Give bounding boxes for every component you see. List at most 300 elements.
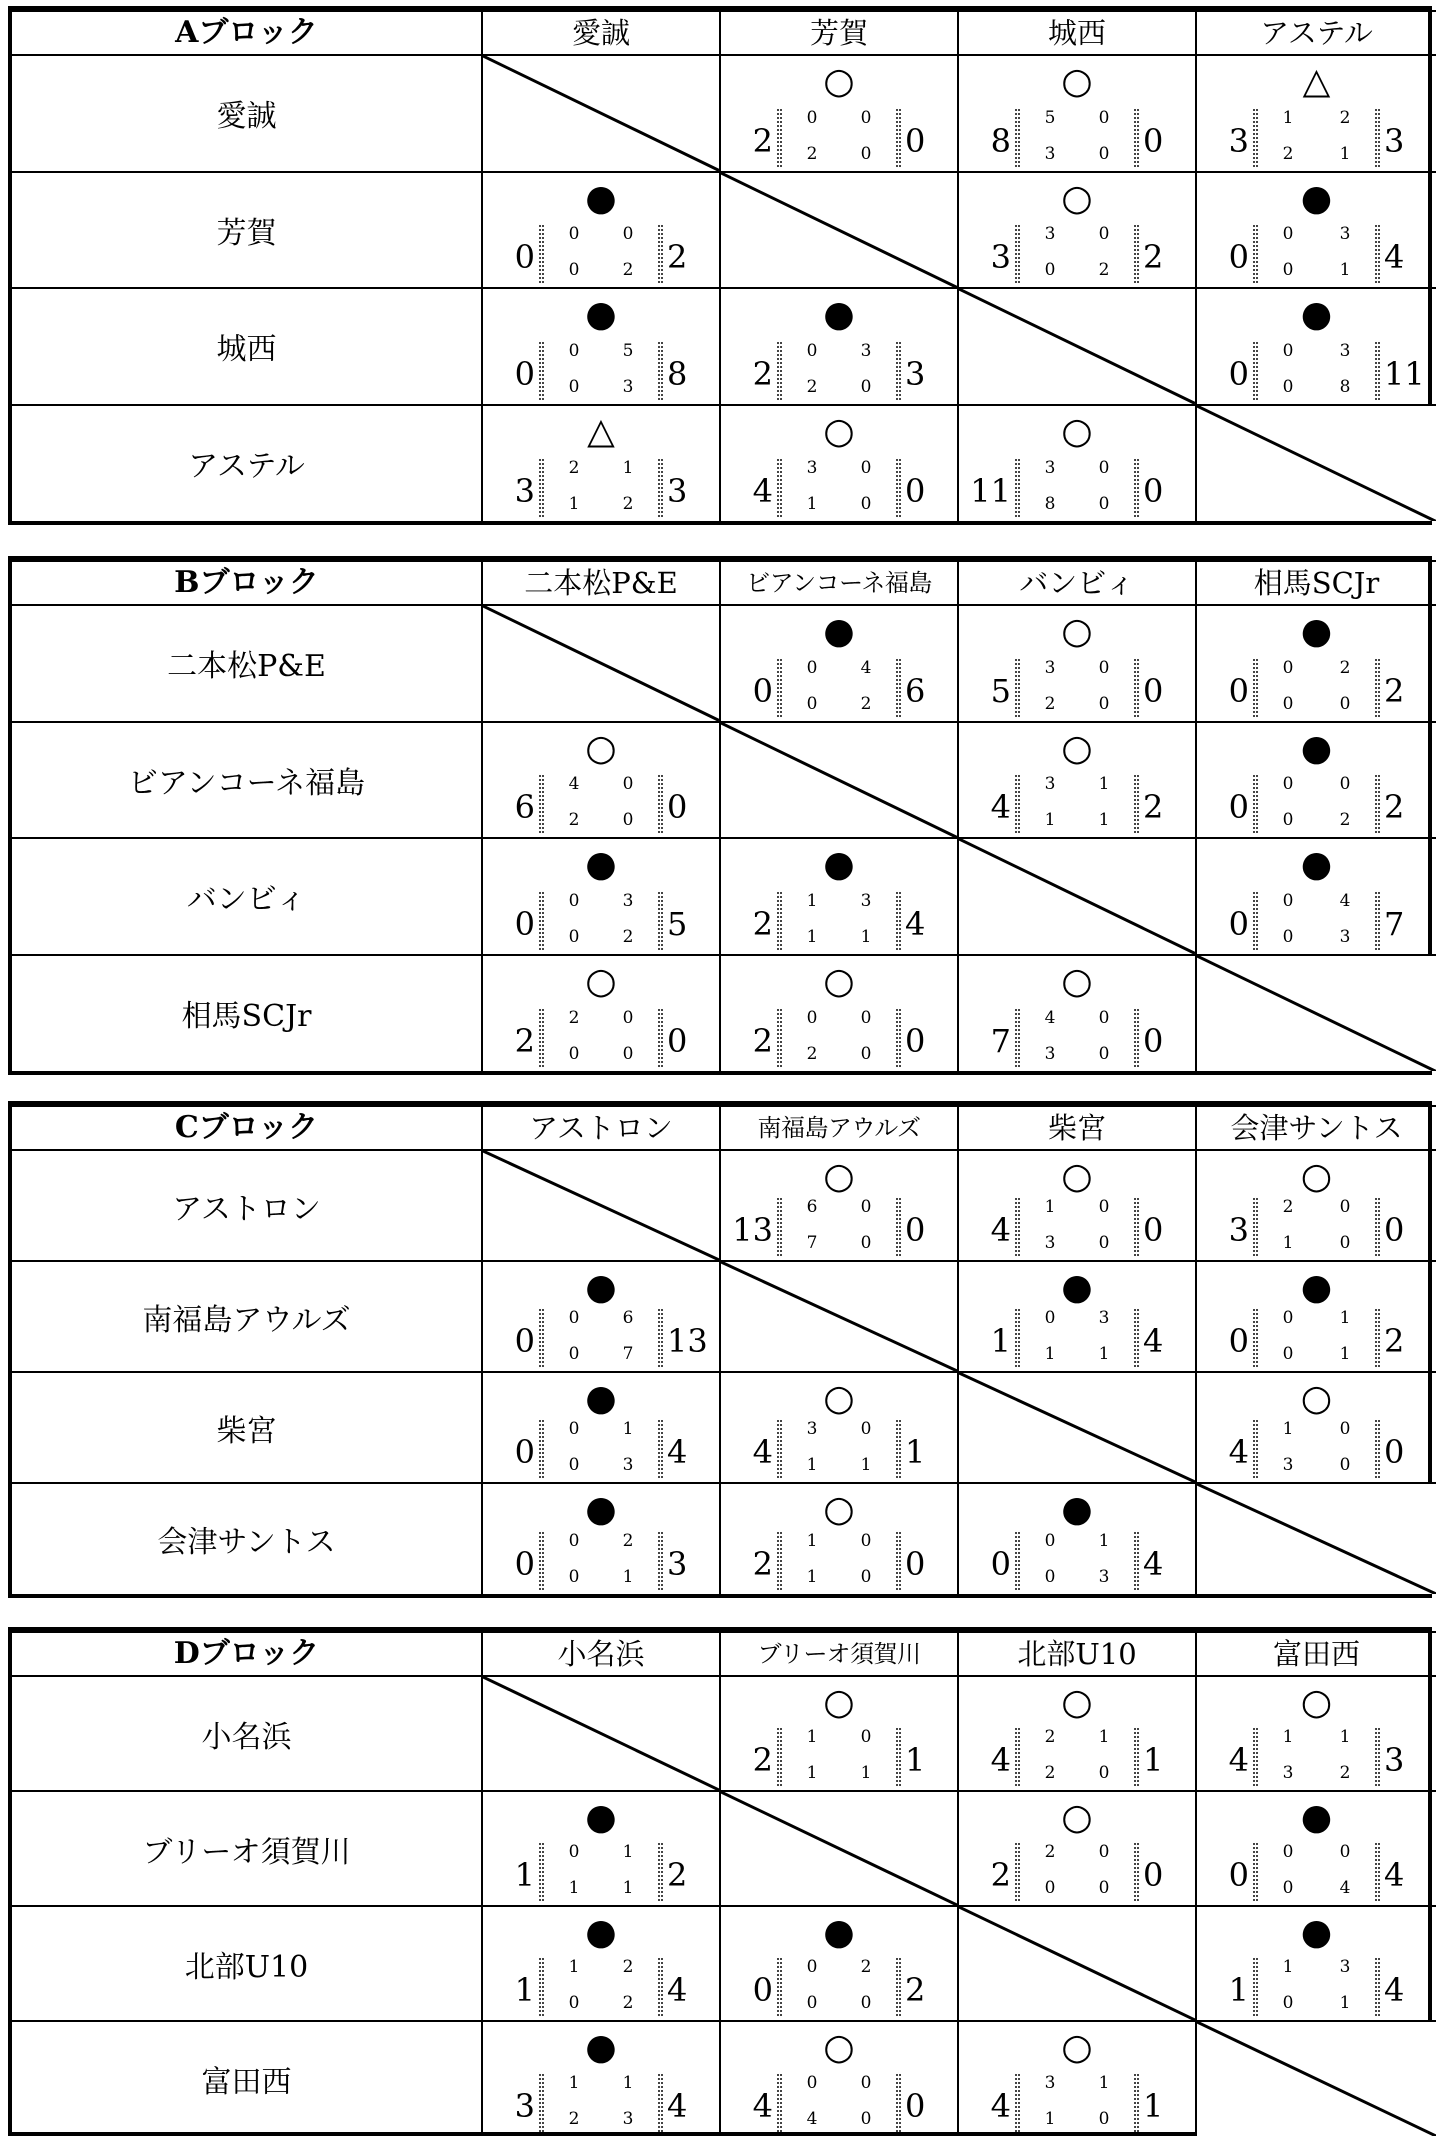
second-half-opponent: 1 [1339, 260, 1351, 281]
first-half-own: 1 [1282, 1727, 1294, 1747]
second-half-opponent: 2 [1339, 810, 1351, 831]
diagonal-cell [1196, 2021, 1436, 2136]
first-half-opponent: 0 [1098, 657, 1110, 678]
score-own: 0 [1228, 671, 1249, 710]
standings-table [12, 1631, 1436, 2136]
score-divider [1015, 1009, 1020, 1067]
score-divider [539, 1009, 544, 1067]
block-d [8, 1627, 1432, 2136]
score-divider [1375, 1309, 1380, 1367]
match-result-cell [482, 1906, 720, 2021]
result-mark: ○ [1061, 410, 1093, 452]
first-half-own: 3 [1044, 224, 1056, 245]
first-half-own: 1 [806, 890, 818, 911]
score-divider [1134, 1728, 1139, 1786]
score-opponent: 1 [1143, 1741, 1164, 1779]
score-divider [1015, 1198, 1020, 1256]
result-mark: ● [823, 844, 855, 886]
first-half-own: 0 [1282, 340, 1294, 361]
score-own: 1 [1228, 1971, 1249, 2009]
score-divider [1375, 892, 1380, 950]
score-opponent: 0 [1384, 1433, 1405, 1472]
first-half-opponent: 1 [622, 1419, 634, 1440]
match-result-cell [958, 605, 1196, 721]
result-mark: ○ [1300, 1378, 1333, 1420]
score-opponent: 5 [667, 904, 688, 943]
score-divider [1134, 775, 1139, 833]
score-divider [1015, 1843, 1020, 1901]
diagonal-cell [720, 1261, 958, 1372]
first-half-own: 0 [568, 1842, 580, 1862]
second-half-opponent: 1 [860, 926, 872, 947]
match-result-cell [720, 55, 958, 171]
score-own: 3 [1228, 121, 1249, 160]
first-half-own: 0 [806, 340, 818, 361]
score-divider [1015, 775, 1020, 833]
second-half-own: 0 [568, 1344, 580, 1365]
second-half-opponent: 7 [622, 1344, 634, 1365]
header-row [12, 11, 1436, 55]
result-mark: ○ [1061, 1797, 1093, 1838]
score-opponent: 0 [1143, 121, 1164, 160]
score-divider [658, 2074, 663, 2132]
score-divider [1375, 659, 1380, 717]
first-half-opponent: 3 [1339, 340, 1351, 361]
second-half-own: 3 [1044, 1044, 1056, 1064]
match-result-cell [1196, 1261, 1436, 1372]
score-divider [777, 1420, 782, 1478]
score-opponent: 4 [1384, 1971, 1405, 2009]
score-opponent: 4 [667, 2087, 688, 2125]
second-half-own: 0 [568, 1567, 580, 1587]
score-opponent: 0 [905, 2087, 926, 2125]
score-own: 3 [514, 472, 535, 510]
second-half-own: 0 [568, 1044, 580, 1064]
score-own: 0 [752, 671, 773, 710]
second-half-own: 0 [806, 693, 818, 714]
second-half-own: 0 [568, 1455, 580, 1476]
score-divider [777, 892, 782, 950]
first-half-opponent: 0 [622, 1008, 634, 1028]
score-divider [539, 459, 544, 517]
first-half-own: 0 [568, 890, 580, 911]
first-half-own: 2 [1282, 1197, 1294, 1218]
result-mark: ● [1061, 1489, 1093, 1531]
match-result-cell [720, 2021, 958, 2136]
row-team-name: 二本松P&E [12, 605, 482, 721]
match-result-cell [720, 838, 958, 954]
score-divider [1015, 459, 1020, 517]
second-half-own: 0 [1282, 926, 1294, 947]
score-own: 0 [514, 1545, 535, 1583]
second-half-opponent: 1 [1339, 1993, 1351, 2013]
first-half-opponent: 2 [1339, 657, 1351, 678]
second-half-own: 1 [1044, 1344, 1056, 1365]
result-mark: ● [585, 294, 617, 336]
score-divider [777, 342, 782, 400]
score-opponent: 1 [1143, 2087, 1164, 2125]
score-opponent: 2 [1143, 238, 1164, 277]
score-own: 4 [990, 1741, 1011, 1779]
diagonal-line [483, 56, 719, 170]
score-opponent: 0 [1143, 1856, 1164, 1894]
result-mark: △ [587, 410, 615, 452]
result-mark: ○ [1061, 1156, 1093, 1198]
diagonal-line [721, 1792, 957, 1905]
score-own: 0 [514, 1433, 535, 1472]
score-own: 2 [752, 1741, 773, 1779]
score-opponent: 4 [905, 904, 926, 943]
score-divider [1253, 1843, 1258, 1901]
result-mark: ○ [1061, 1682, 1093, 1723]
match-result-cell [720, 288, 958, 404]
first-half-own: 5 [1044, 107, 1056, 128]
result-mark: ● [585, 844, 617, 886]
match-result-cell [482, 405, 720, 521]
score-own: 0 [1228, 904, 1249, 943]
match-result-cell [1196, 1906, 1436, 2021]
first-half-opponent: 1 [1098, 1531, 1110, 1551]
first-half-own: 4 [1044, 1008, 1056, 1028]
score-opponent: 0 [1384, 1211, 1405, 1250]
second-half-opponent: 2 [622, 260, 634, 281]
match-result-cell [958, 2021, 1196, 2136]
diagonal-cell [720, 722, 958, 838]
second-half-opponent: 0 [1098, 2109, 1110, 2129]
second-half-own: 1 [1044, 2109, 1056, 2129]
result-mark: ○ [1061, 611, 1093, 653]
second-half-opponent: 2 [622, 1993, 634, 2013]
row-team-name: バンビィ [12, 838, 482, 954]
score-own: 0 [1228, 354, 1249, 393]
result-mark: ● [1300, 1797, 1333, 1838]
diagonal-line [959, 839, 1195, 953]
second-half-own: 0 [568, 260, 580, 281]
score-divider [777, 2074, 782, 2132]
team-row [12, 405, 1436, 521]
score-divider [777, 109, 782, 167]
score-opponent: 3 [905, 354, 926, 393]
score-divider [1375, 1958, 1380, 2016]
result-mark: ● [1300, 844, 1333, 886]
match-result-cell [958, 1791, 1196, 1906]
second-half-own: 0 [1282, 260, 1294, 281]
second-half-opponent: 0 [860, 1993, 872, 2013]
first-half-own: 0 [806, 2073, 818, 2093]
team-row [12, 2021, 1436, 2136]
match-result-cell [720, 1483, 958, 1594]
match-result-cell [720, 405, 958, 521]
score-opponent: 0 [905, 121, 926, 160]
row-team-name: 相馬SCJr [12, 955, 482, 1071]
score-own: 2 [752, 904, 773, 943]
score-divider [539, 1532, 544, 1590]
score-divider [1253, 1198, 1258, 1256]
second-half-own: 0 [568, 926, 580, 947]
result-mark: ● [585, 2027, 617, 2068]
score-opponent: 4 [1384, 238, 1405, 277]
match-result-cell [720, 1676, 958, 1791]
match-result-cell [482, 1261, 720, 1372]
match-result-cell [1196, 1676, 1436, 1791]
score-own: 0 [1228, 238, 1249, 277]
diagonal-line [1197, 2022, 1436, 2136]
first-half-opponent: 3 [622, 890, 634, 911]
first-half-own: 3 [1044, 657, 1056, 678]
column-team-name: ブリーオ須賀川 [720, 1632, 958, 1676]
result-mark: ● [1300, 177, 1333, 219]
first-half-opponent: 0 [622, 774, 634, 795]
score-own: 4 [990, 1211, 1011, 1250]
match-result-cell [958, 722, 1196, 838]
score-own: 3 [514, 2087, 535, 2125]
match-result-cell [720, 1906, 958, 2021]
first-half-own: 0 [568, 1308, 580, 1329]
score-own: 0 [990, 1545, 1011, 1583]
second-half-own: 1 [806, 1567, 818, 1587]
second-half-own: 0 [1282, 1878, 1294, 1898]
second-half-opponent: 1 [1098, 810, 1110, 831]
score-own: 11 [970, 472, 1011, 510]
score-opponent: 4 [1143, 1545, 1164, 1583]
column-team-name: 会津サントス [1196, 1106, 1436, 1150]
score-own: 4 [1228, 1433, 1249, 1472]
second-half-opponent: 0 [860, 1233, 872, 1254]
score-divider [658, 1532, 663, 1590]
score-divider [658, 775, 663, 833]
column-team-name: バンビィ [958, 561, 1196, 605]
score-divider [777, 1958, 782, 2016]
score-own: 2 [752, 1545, 773, 1583]
first-half-opponent: 0 [1098, 1842, 1110, 1862]
diagonal-line [1197, 1484, 1436, 1594]
score-opponent: 0 [1143, 671, 1164, 710]
row-team-name: 会津サントス [12, 1483, 482, 1594]
diagonal-cell [958, 288, 1196, 404]
second-half-own: 3 [1044, 143, 1056, 164]
score-divider [896, 1009, 901, 1067]
score-divider [896, 1198, 901, 1256]
score-opponent: 0 [1143, 1211, 1164, 1250]
score-divider [1134, 225, 1139, 283]
first-half-own: 0 [806, 657, 818, 678]
score-opponent: 3 [1384, 121, 1405, 160]
first-half-own: 1 [1282, 1419, 1294, 1440]
score-divider [1253, 1728, 1258, 1786]
second-half-own: 2 [1044, 1763, 1056, 1783]
first-half-own: 2 [568, 1008, 580, 1028]
score-divider [658, 892, 663, 950]
second-half-opponent: 0 [860, 1567, 872, 1587]
score-divider [1375, 1843, 1380, 1901]
second-half-own: 2 [806, 376, 818, 397]
result-mark: ○ [823, 1378, 855, 1420]
first-half-opponent: 2 [1339, 107, 1351, 128]
first-half-own: 0 [1282, 774, 1294, 795]
score-divider [1015, 659, 1020, 717]
first-half-opponent: 0 [1339, 774, 1351, 795]
second-half-opponent: 0 [1339, 693, 1351, 714]
diagonal-cell [482, 55, 720, 171]
diagonal-cell [720, 1791, 958, 1906]
score-divider [539, 1420, 544, 1478]
result-mark: ● [585, 1267, 617, 1309]
first-half-opponent: 2 [622, 1531, 634, 1551]
first-half-opponent: 0 [860, 1419, 872, 1440]
diagonal-cell [482, 605, 720, 721]
result-mark: ● [585, 1489, 617, 1531]
score-divider [658, 1420, 663, 1478]
score-divider [1375, 1198, 1380, 1256]
match-result-cell [720, 605, 958, 721]
first-half-own: 0 [568, 1531, 580, 1551]
result-mark: ● [585, 1797, 617, 1838]
first-half-own: 0 [1282, 890, 1294, 911]
block-c [8, 1101, 1432, 1598]
second-half-opponent: 0 [1339, 1233, 1351, 1254]
result-mark: ○ [1061, 177, 1093, 219]
score-own: 4 [1228, 1741, 1249, 1779]
score-divider [1015, 109, 1020, 167]
result-mark: ○ [823, 2027, 855, 2068]
score-divider [777, 1728, 782, 1786]
score-divider [1253, 892, 1258, 950]
column-team-name: 城西 [958, 11, 1196, 55]
second-half-own: 0 [1282, 810, 1294, 831]
column-team-name: 相馬SCJr [1196, 561, 1436, 605]
score-divider [1253, 1958, 1258, 2016]
column-team-name: 富田西 [1196, 1632, 1436, 1676]
second-half-own: 0 [568, 1993, 580, 2013]
score-opponent: 0 [905, 472, 926, 510]
result-mark: ○ [823, 960, 855, 1002]
score-own: 4 [752, 2087, 773, 2125]
diagonal-line [483, 606, 719, 720]
first-half-opponent: 0 [1339, 1197, 1351, 1218]
second-half-opponent: 0 [860, 143, 872, 164]
diagonal-cell [1196, 405, 1436, 521]
score-own: 3 [1228, 1211, 1249, 1250]
first-half-opponent: 1 [1098, 1727, 1110, 1747]
first-half-opponent: 0 [1339, 1842, 1351, 1862]
first-half-opponent: 2 [622, 1957, 634, 1977]
header-row [12, 1106, 1436, 1150]
first-half-own: 4 [568, 774, 580, 795]
score-opponent: 2 [667, 238, 688, 277]
result-mark: ○ [1061, 61, 1093, 103]
row-team-name: アステル [12, 405, 482, 521]
diagonal-cell [958, 1372, 1196, 1483]
match-result-cell [1196, 288, 1436, 404]
first-half-opponent: 3 [1098, 1308, 1110, 1329]
result-mark: ○ [823, 410, 855, 452]
second-half-own: 3 [1282, 1763, 1294, 1783]
second-half-opponent: 0 [1098, 693, 1110, 714]
header-row [12, 1632, 1436, 1676]
match-result-cell [720, 1372, 958, 1483]
second-half-own: 1 [1044, 810, 1056, 831]
score-divider [896, 1420, 901, 1478]
match-result-cell [1196, 1150, 1436, 1261]
match-result-cell [482, 2021, 720, 2136]
team-row [12, 955, 1436, 1071]
score-divider [658, 1958, 663, 2016]
diagonal-cell [1196, 955, 1436, 1071]
result-mark: ○ [823, 1682, 855, 1723]
first-half-own: 3 [806, 1419, 818, 1440]
score-own: 8 [990, 121, 1011, 160]
score-own: 4 [752, 1433, 773, 1472]
second-half-opponent: 0 [1098, 1763, 1110, 1783]
match-result-cell [1196, 1372, 1436, 1483]
diagonal-cell [482, 1676, 720, 1791]
second-half-opponent: 3 [1339, 926, 1351, 947]
score-opponent: 4 [1384, 1856, 1405, 1894]
score-divider [1134, 1532, 1139, 1590]
column-team-name: 北部U10 [958, 1632, 1196, 1676]
result-mark: ● [1300, 727, 1333, 769]
match-result-cell [482, 1372, 720, 1483]
diagonal-line [1197, 956, 1436, 1071]
diagonal-line [483, 1677, 719, 1790]
result-mark: ● [585, 177, 617, 219]
team-row [12, 1676, 1436, 1791]
second-half-opponent: 2 [622, 926, 634, 947]
first-half-own: 1 [806, 1727, 818, 1747]
block-b [8, 556, 1432, 1075]
score-own: 4 [752, 472, 773, 510]
first-half-opponent: 0 [860, 1008, 872, 1028]
first-half-opponent: 2 [860, 1957, 872, 1977]
row-team-name: 城西 [12, 288, 482, 404]
first-half-opponent: 1 [1339, 1727, 1351, 1747]
second-half-opponent: 0 [622, 1044, 634, 1064]
diagonal-line [959, 289, 1195, 403]
score-opponent: 4 [667, 1433, 688, 1472]
team-row [12, 1150, 1436, 1261]
score-divider [1375, 775, 1380, 833]
first-half-opponent: 6 [622, 1308, 634, 1329]
team-row [12, 55, 1436, 171]
first-half-own: 1 [1282, 1957, 1294, 1977]
second-half-own: 0 [1282, 1344, 1294, 1365]
first-half-own: 0 [1044, 1308, 1056, 1329]
first-half-opponent: 0 [860, 1531, 872, 1551]
first-half-own: 0 [1044, 1531, 1056, 1551]
column-team-name: 芳賀 [720, 11, 958, 55]
match-result-cell [720, 1150, 958, 1261]
match-result-cell [482, 288, 720, 404]
team-row [12, 1372, 1436, 1483]
team-row [12, 1261, 1436, 1372]
score-divider [1253, 1309, 1258, 1367]
score-divider [1253, 659, 1258, 717]
score-divider [1015, 1532, 1020, 1590]
first-half-own: 3 [1044, 458, 1056, 478]
team-row [12, 838, 1436, 954]
second-half-own: 2 [1282, 143, 1294, 164]
second-half-opponent: 0 [1098, 494, 1110, 514]
score-opponent: 6 [905, 671, 926, 710]
score-opponent: 3 [667, 1545, 688, 1583]
score-own: 2 [752, 354, 773, 393]
diagonal-line [721, 1262, 957, 1371]
second-half-own: 0 [1044, 1878, 1056, 1898]
team-row [12, 605, 1436, 721]
score-opponent: 0 [905, 1211, 926, 1250]
score-divider [658, 1843, 663, 1901]
second-half-own: 8 [1044, 494, 1056, 514]
